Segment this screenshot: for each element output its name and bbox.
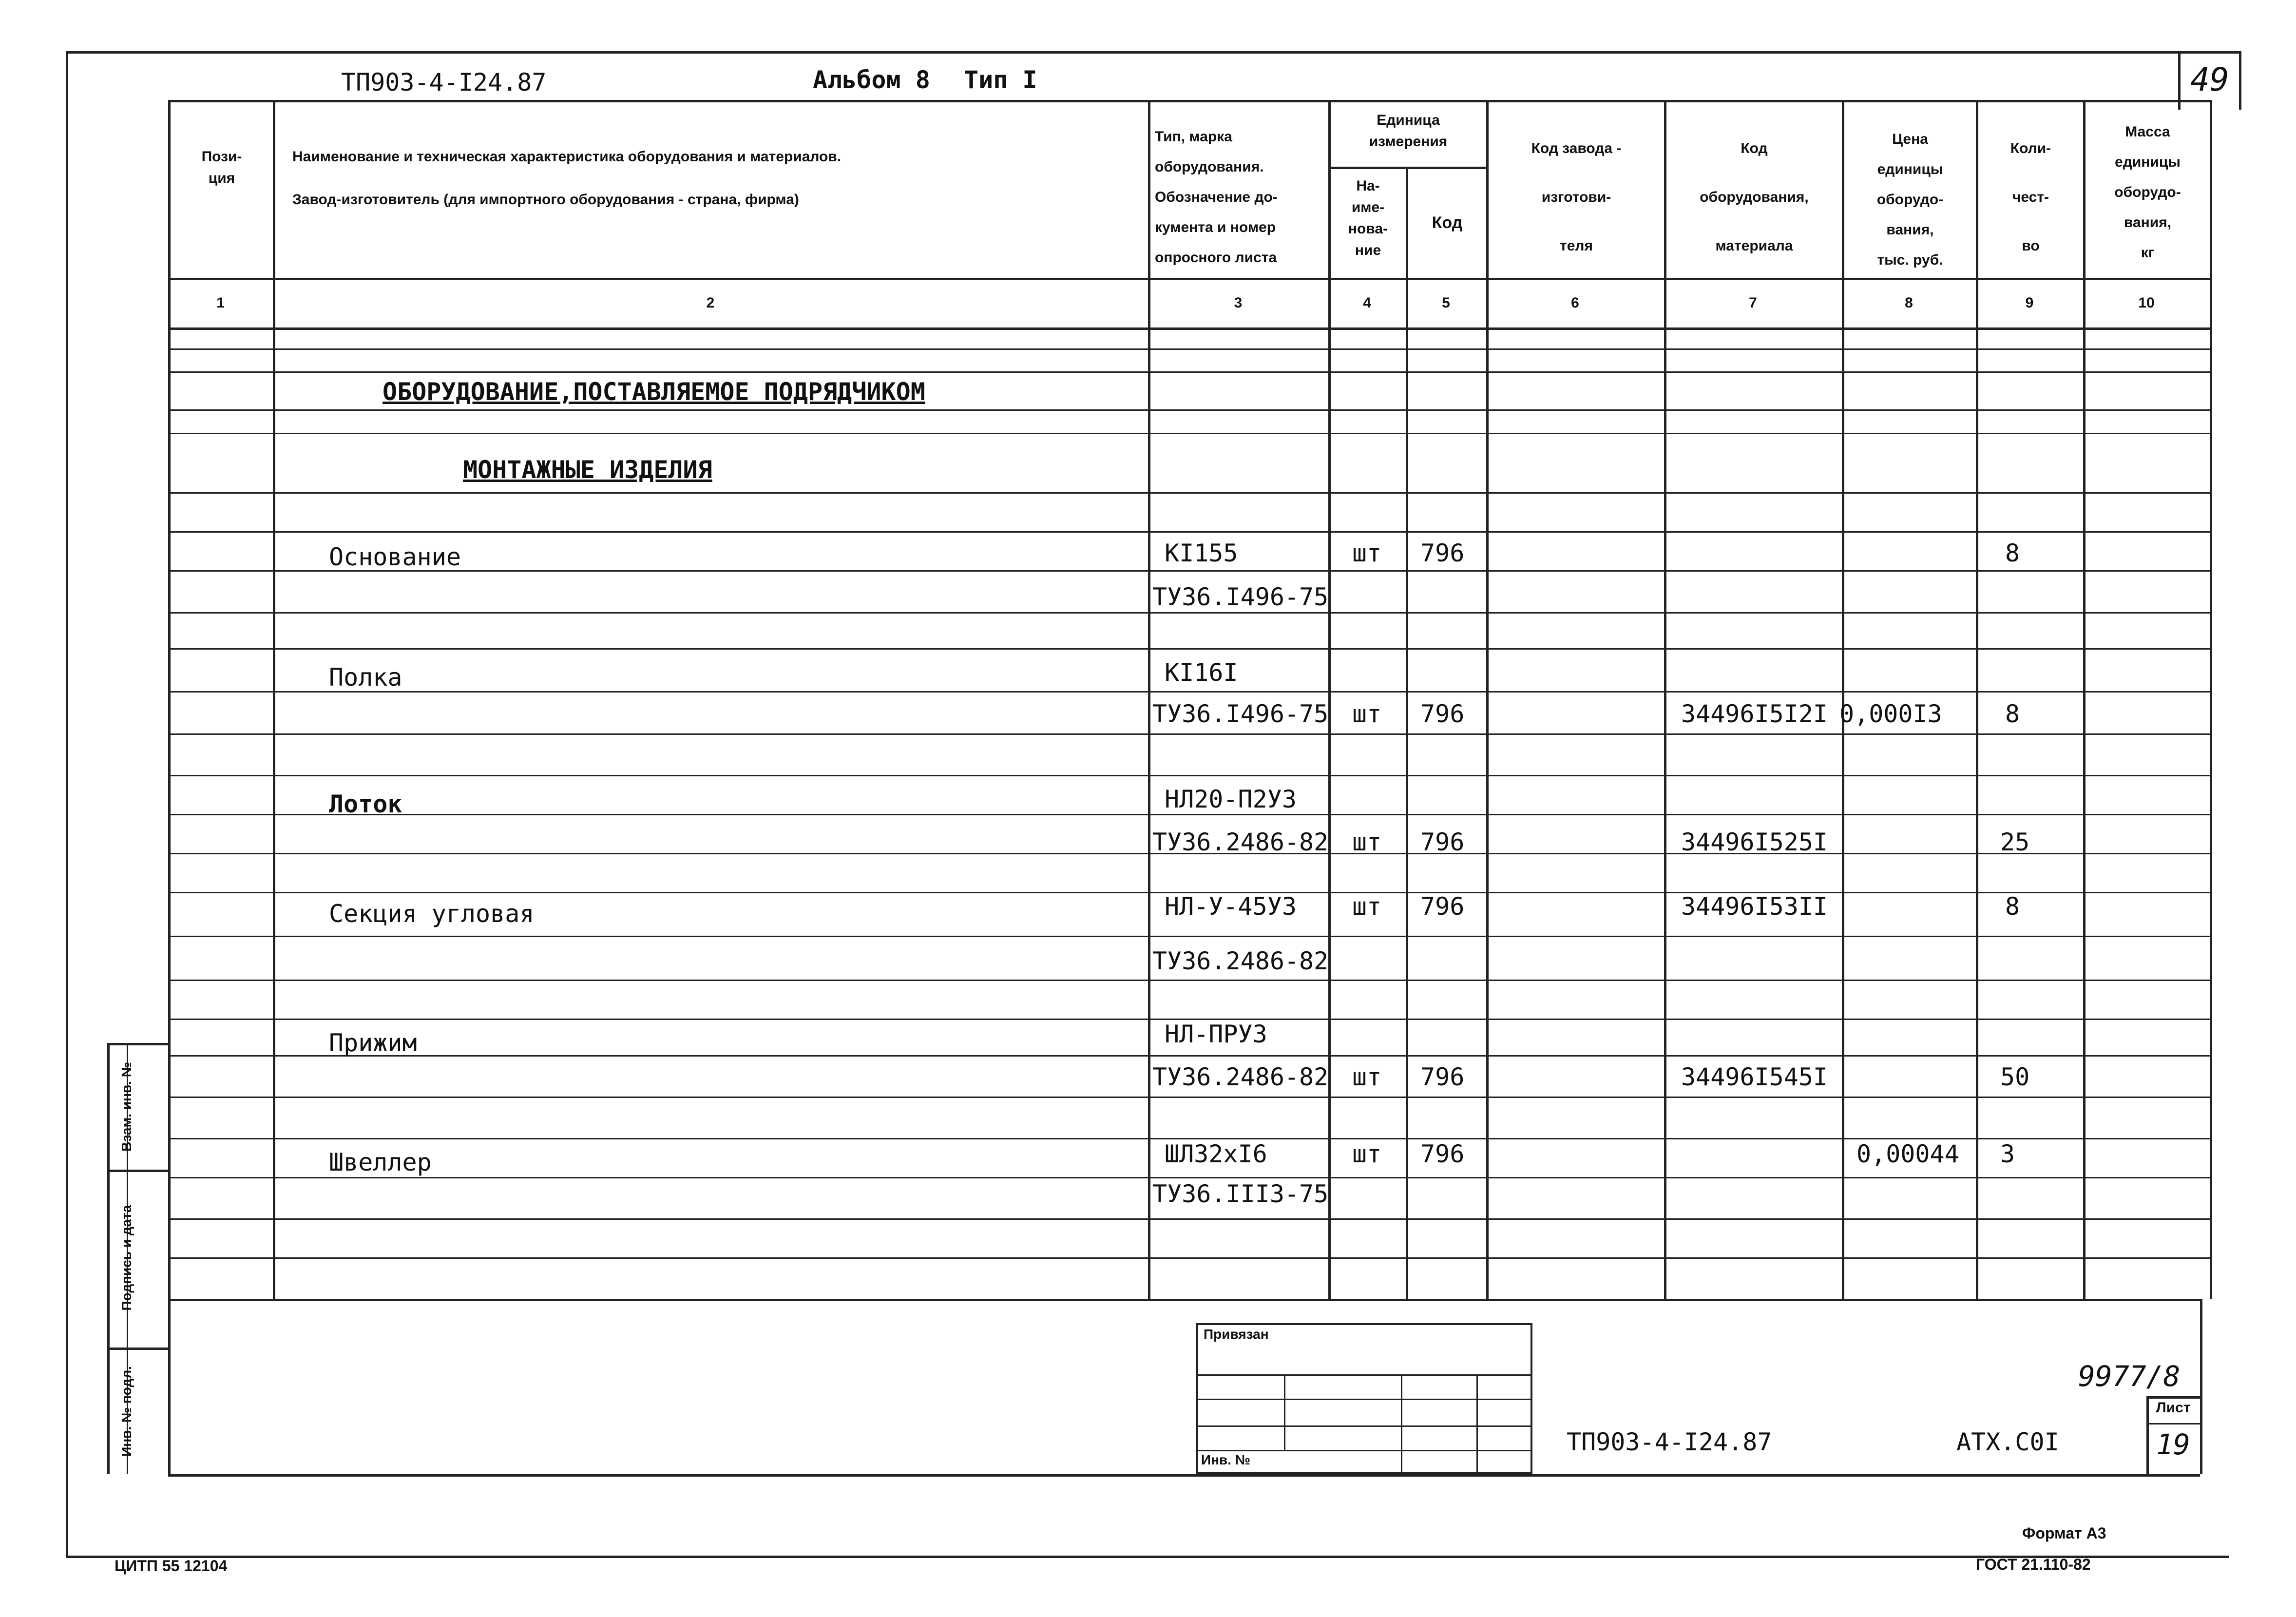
row-equip-code: 34496I525I bbox=[1681, 828, 1828, 856]
col-num-8: 8 bbox=[1905, 295, 1913, 311]
row-line bbox=[168, 980, 2210, 981]
row-price: 0,000I3 bbox=[1839, 700, 1942, 728]
sheet-number: 19 bbox=[2156, 1428, 2190, 1461]
row-line bbox=[168, 1177, 2210, 1178]
row-price: 0,00044 bbox=[1856, 1140, 1959, 1168]
col-header-7: Код оборудования, материала bbox=[1700, 140, 1809, 254]
row-name: Полка bbox=[329, 663, 402, 692]
row-qty: 8 bbox=[2005, 700, 2020, 728]
col-num-10: 10 bbox=[2138, 295, 2155, 311]
row-line bbox=[168, 1055, 2210, 1057]
col-line-9 bbox=[2083, 100, 2086, 1299]
col-num-2: 2 bbox=[706, 295, 715, 311]
frame-bottom bbox=[66, 1556, 2229, 1558]
row-type-doc: ТУ36.2486-82 bbox=[1152, 828, 1329, 856]
row-line bbox=[168, 648, 2210, 650]
title-block-bottom bbox=[168, 1474, 2200, 1477]
sheet-label: Лист bbox=[2156, 1400, 2191, 1416]
row-line bbox=[168, 492, 2210, 494]
col-line-2 bbox=[1148, 100, 1150, 1299]
sheet-box-top bbox=[2146, 1396, 2200, 1399]
section-title-1: ОБОРУДОВАНИЕ,ПОСТАВЛЯЕМОЕ ПОДРЯДЧИКОМ bbox=[383, 378, 925, 406]
col-header-3: Тип, марка оборудования. Обозначение до- кумента и номер опросного листа bbox=[1155, 129, 1278, 266]
col-header-2: Наименование и техническая характеристика оборудования и материалов. Завод-изготовитель (для импортного оборудования - страна, фирма) bbox=[292, 149, 842, 208]
row-unit: шт bbox=[1352, 539, 1382, 567]
side-stamp-top bbox=[107, 1043, 168, 1045]
row-equip-code: 34496I53II bbox=[1681, 892, 1828, 921]
row-name: Лоток bbox=[329, 790, 402, 818]
side-stamp-podpis: Подпись и дата bbox=[119, 1205, 134, 1311]
bound-line-3 bbox=[1196, 1425, 1532, 1427]
row-equip-code: 34496I545I bbox=[1681, 1063, 1828, 1091]
row-type-doc: ТУ36.I496-75 bbox=[1152, 700, 1329, 728]
side-stamp-inv: Инв. № подл. bbox=[119, 1366, 134, 1457]
row-qty: 8 bbox=[2005, 539, 2020, 567]
row-line bbox=[168, 612, 2210, 614]
row-unit: шт bbox=[1352, 700, 1382, 728]
row-line bbox=[168, 814, 2210, 815]
row-qty: 8 bbox=[2005, 892, 2020, 921]
row-type-doc: ТУ36.III3-75 bbox=[1152, 1180, 1329, 1208]
row-unit-code: 796 bbox=[1420, 700, 1465, 728]
row-type: НЛ-У-45У3 bbox=[1165, 892, 1297, 921]
row-type-doc: ТУ36.I496-75 bbox=[1152, 583, 1329, 611]
row-equip-code: 34496I5I2I bbox=[1681, 700, 1828, 728]
row-type: КI16I bbox=[1165, 658, 1238, 687]
col-header-6: Код завода - изготови- теля bbox=[1531, 140, 1622, 254]
row-type-doc: ТУ36.2486-82 bbox=[1152, 947, 1329, 975]
col-header-8: Цена единицы оборудо- вания, тыс. руб. bbox=[1876, 131, 1944, 268]
row-line bbox=[168, 409, 2210, 411]
col-line-6 bbox=[1664, 100, 1666, 1299]
row-unit: шт bbox=[1352, 1063, 1382, 1091]
doc-code-top: ТП903-4-I24.87 bbox=[341, 68, 547, 96]
footer-sheet-code: АТХ.С0I bbox=[1956, 1428, 2059, 1456]
col-header-1: Пози- ция bbox=[201, 149, 242, 186]
bound-line-2 bbox=[1196, 1399, 1532, 1400]
row-line bbox=[168, 936, 2210, 937]
frame-left bbox=[66, 51, 68, 1556]
row-line bbox=[168, 691, 2210, 693]
page-box-right bbox=[2239, 51, 2241, 110]
left-code: ЦИТП 55 12104 bbox=[115, 1557, 228, 1575]
footer-doc-code: ТП903-4-I24.87 bbox=[1567, 1428, 1772, 1456]
row-name: Основание bbox=[329, 543, 461, 571]
row-unit-code: 796 bbox=[1420, 892, 1465, 921]
table-bottom-line bbox=[168, 1299, 2200, 1301]
header-bottom-line bbox=[168, 278, 2210, 280]
row-type: НЛ20-П2У3 bbox=[1165, 785, 1297, 813]
row-line bbox=[168, 348, 2210, 350]
row-line bbox=[168, 371, 2210, 373]
row-line bbox=[168, 1257, 2210, 1259]
col-line-10 bbox=[2210, 100, 2212, 1299]
bound-block-inv: Инв. № bbox=[1201, 1452, 1251, 1467]
row-name: Швеллер bbox=[329, 1148, 432, 1176]
row-qty: 25 bbox=[2000, 828, 2030, 856]
row-line bbox=[168, 531, 2210, 533]
section-title-2: МОНТАЖНЫЕ ИЗДЕЛИЯ bbox=[463, 456, 712, 484]
row-unit: шт bbox=[1352, 1140, 1382, 1168]
row-unit: шт bbox=[1352, 828, 1382, 856]
row-line bbox=[168, 775, 2210, 776]
format-label: Формат А3 bbox=[2022, 1524, 2106, 1542]
row-line bbox=[168, 733, 2210, 735]
col-num-6: 6 bbox=[1571, 295, 1579, 311]
bound-vline-3 bbox=[1476, 1374, 1478, 1474]
row-unit-code: 796 bbox=[1420, 828, 1465, 856]
bound-vline-1 bbox=[1284, 1374, 1285, 1450]
page-number: 49 bbox=[2190, 61, 2229, 98]
col-line-3 bbox=[1328, 100, 1331, 1299]
row-unit-code: 796 bbox=[1420, 1063, 1465, 1091]
row-line bbox=[168, 1097, 2210, 1098]
bound-line-4 bbox=[1196, 1450, 1532, 1451]
col-header-9: Коли- чест- во bbox=[2010, 140, 2051, 254]
col-header-4: На- име- нова- ние bbox=[1348, 178, 1388, 258]
col-header-10: Масса единицы оборудо- вания, кг bbox=[2114, 124, 2181, 261]
col-num-1: 1 bbox=[216, 295, 225, 311]
album-label: Альбом 8 bbox=[813, 66, 930, 94]
col-num-7: 7 bbox=[1749, 295, 1757, 311]
col-header-unit-group: Единица измерения bbox=[1369, 112, 1448, 150]
side-stamp-right bbox=[168, 1043, 171, 1474]
side-stamp-div1 bbox=[107, 1170, 168, 1172]
row-line bbox=[168, 570, 2210, 572]
side-stamp-left bbox=[107, 1043, 110, 1474]
col-line-5 bbox=[1486, 100, 1489, 1299]
row-unit: шт bbox=[1352, 892, 1382, 921]
colnum-bottom-line bbox=[168, 327, 2210, 330]
side-stamp-vzam: Взам. инв. № bbox=[119, 1062, 134, 1152]
col-line-1 bbox=[273, 100, 275, 1299]
handwritten-number: 9977/8 bbox=[2078, 1360, 2181, 1393]
sheet-box-mid bbox=[2146, 1423, 2200, 1424]
row-type: ШЛ32хI6 bbox=[1165, 1140, 1267, 1168]
col-line-8 bbox=[1976, 100, 1978, 1299]
gost-label: ГОСТ 21.110-82 bbox=[1976, 1556, 2091, 1573]
type-label: Тип I bbox=[964, 66, 1037, 94]
col-header-5: Код bbox=[1432, 213, 1463, 232]
side-stamp-div2 bbox=[107, 1348, 168, 1350]
frame-top bbox=[66, 51, 2239, 54]
col-num-3: 3 bbox=[1234, 295, 1243, 311]
bound-vline-2 bbox=[1401, 1374, 1402, 1474]
row-qty: 50 bbox=[2000, 1063, 2030, 1091]
table-top-line bbox=[168, 100, 2210, 102]
row-unit-code: 796 bbox=[1420, 539, 1465, 567]
row-type-doc: ТУ36.2486-82 bbox=[1152, 1063, 1329, 1091]
row-unit-code: 796 bbox=[1420, 1140, 1465, 1168]
row-name: Секция угловая bbox=[329, 900, 535, 928]
bound-line-1 bbox=[1196, 1374, 1532, 1376]
row-qty: 3 bbox=[2000, 1140, 2015, 1168]
row-line bbox=[168, 433, 2210, 434]
col-num-5: 5 bbox=[1442, 295, 1450, 311]
row-line bbox=[168, 1218, 2210, 1220]
bound-block-title: Привязан bbox=[1204, 1327, 1269, 1342]
row-type: НЛ-ПРУ3 bbox=[1165, 1020, 1267, 1048]
col-num-9: 9 bbox=[2025, 295, 2034, 311]
row-name: Прижим bbox=[329, 1029, 417, 1057]
row-type: КI155 bbox=[1165, 539, 1238, 567]
col-line-4 bbox=[1406, 167, 1408, 1299]
title-block-right bbox=[2200, 1299, 2202, 1474]
col-num-4: 4 bbox=[1363, 295, 1371, 311]
